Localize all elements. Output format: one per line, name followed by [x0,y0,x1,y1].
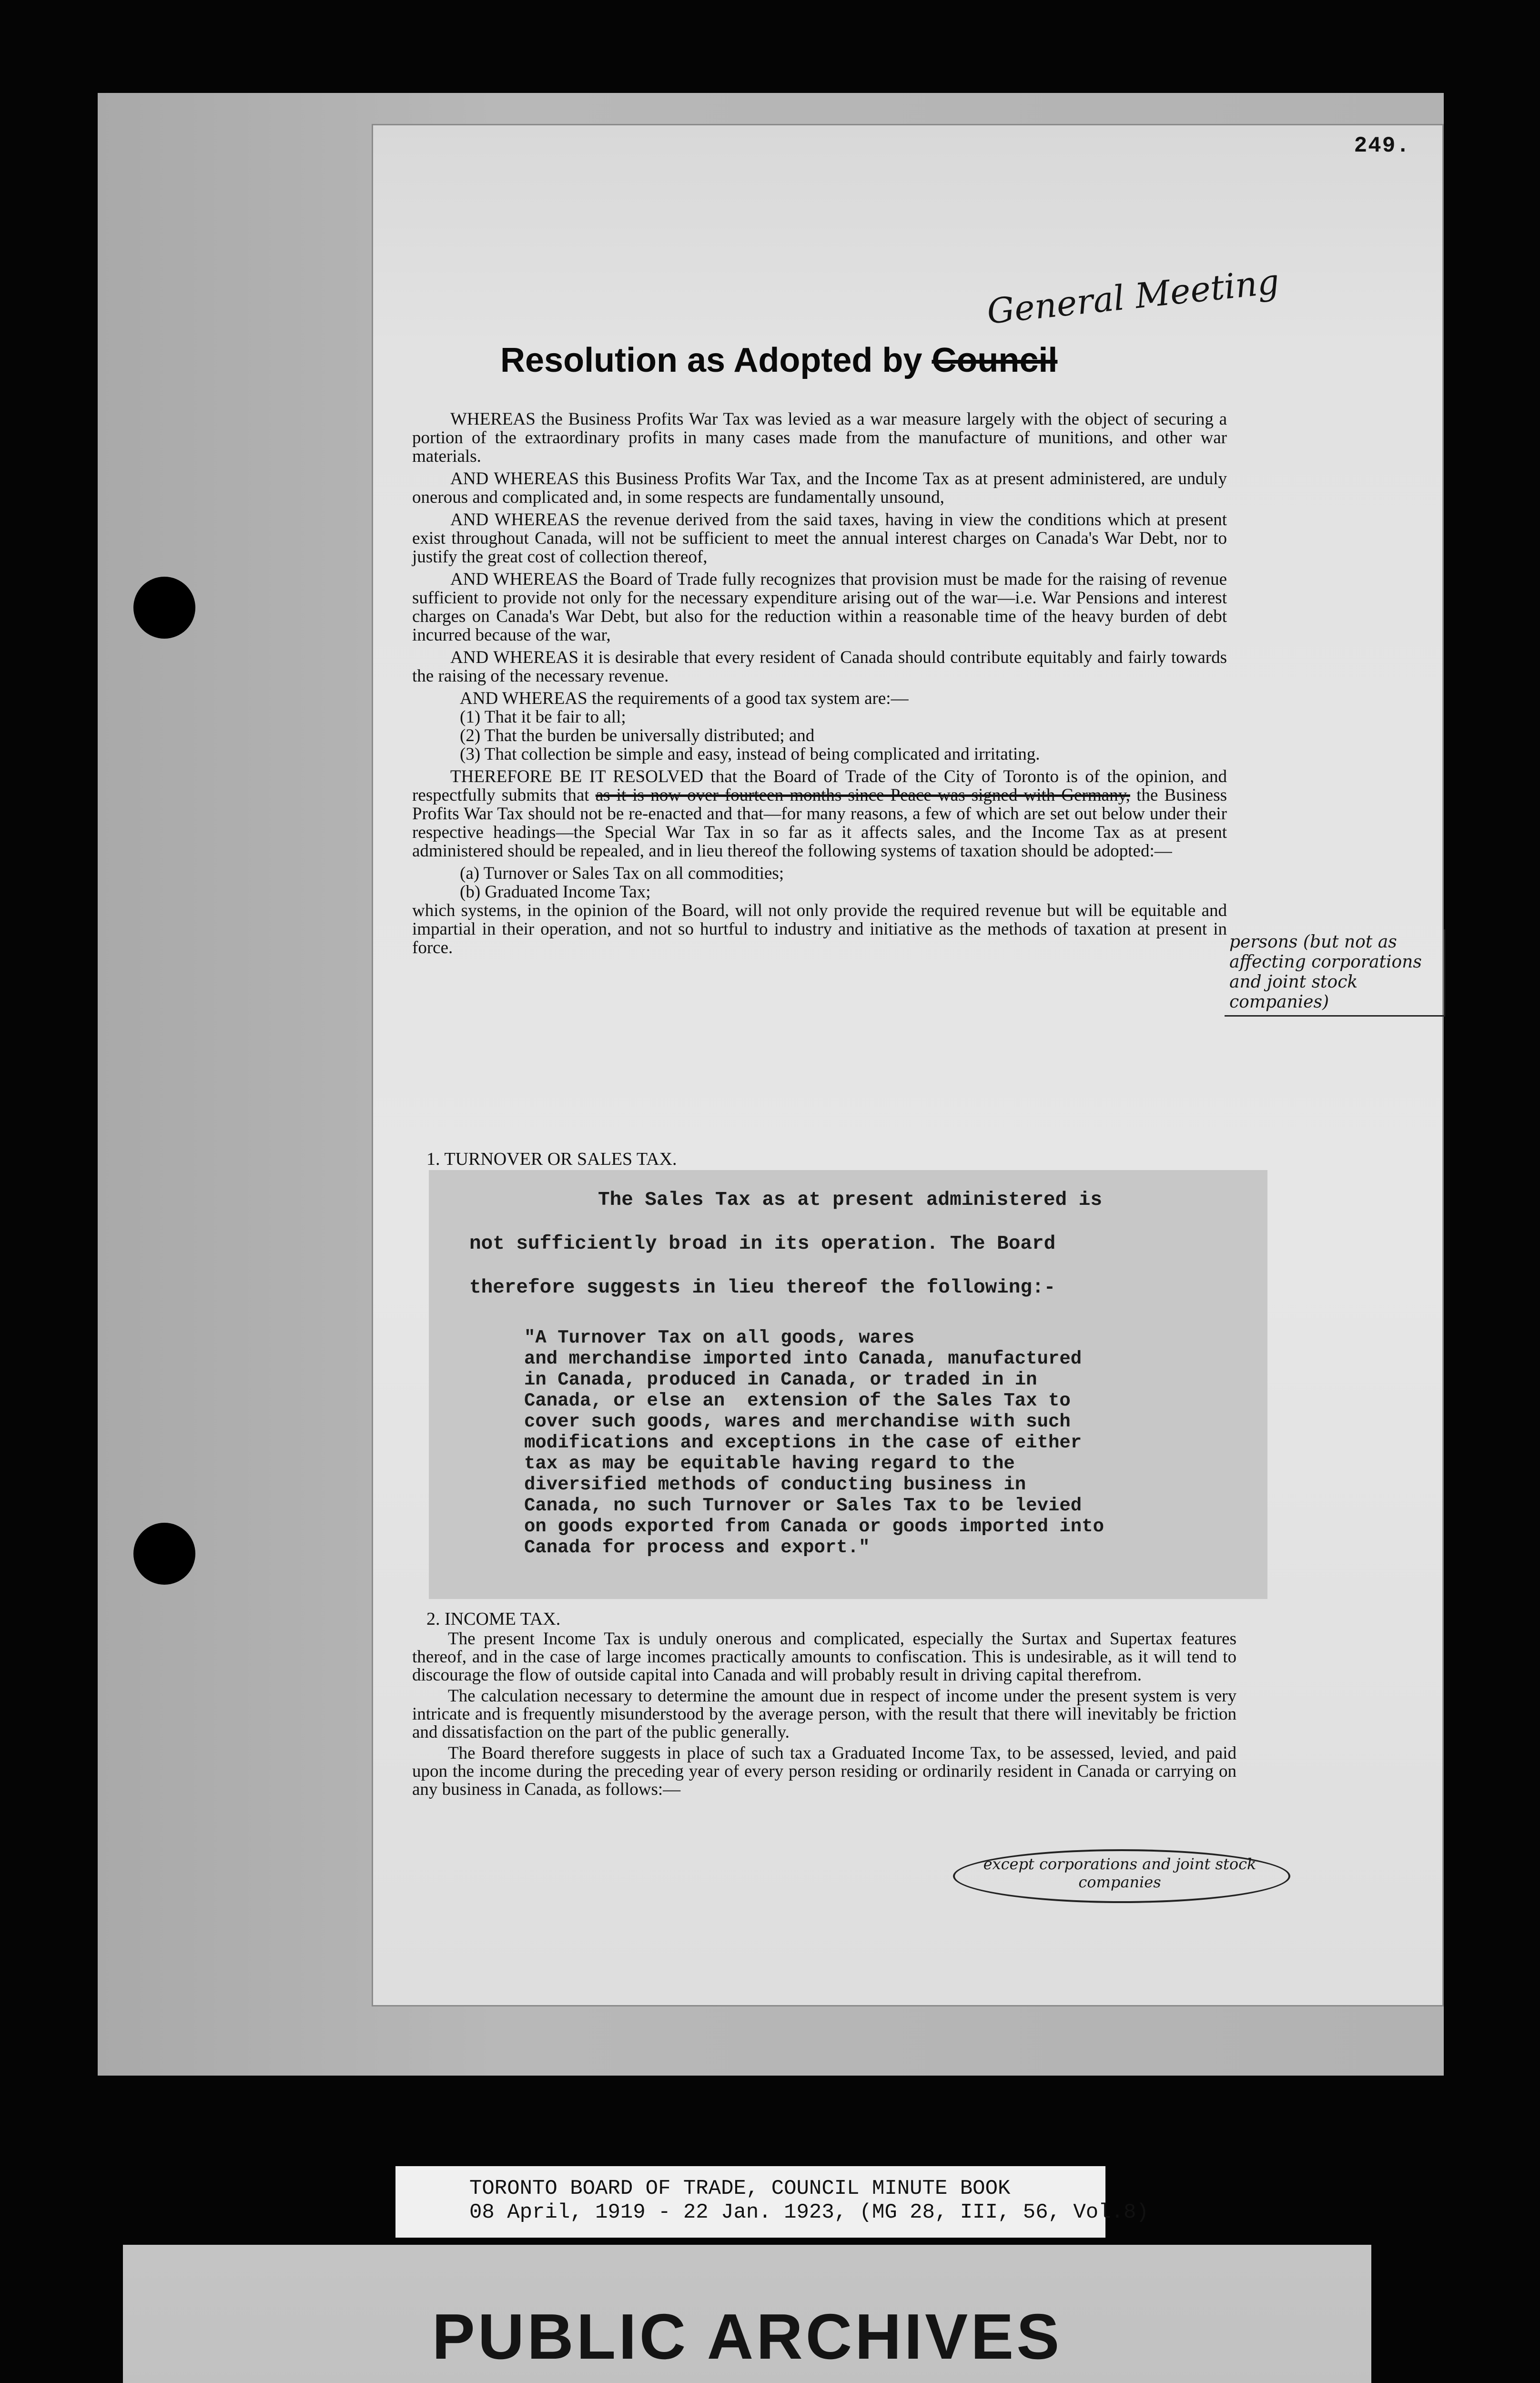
archives-stamp [123,2245,1371,2383]
income-paragraph-1: The present Income Tax is unduly onerous and complicated, especially the Surtax and Supertax features thereof, and in the case of large incomes practically amounts to confiscation. This is undesirable, as it will tend to discourage the flow of outside capital into Canada and will probably result in driving capital therefrom. [412,1629,1236,1685]
resolution-text-b: the Business Profits War Tax should not be re-enacted and that—for many reasons, a few of which are set out below under their respective headings—the Special War Tax in so far as it affects sales, and the Income Tax as at present administered should be repealed, and in lieu thereof the following systems of taxation should be adopted:— [412,785,1227,861]
stamp-line-1: PUBLIC ARCHIVES [432,2301,1063,2373]
resolution-paragraph [412,767,1227,860]
option-b: (b) Graduated Income Tax; [460,882,651,902]
income-paragraph-2: The calculation necessary to determine the amount due in respect of income under the present system is very intricate and is frequently misunderstood by the average person, with the result that there will inevitably be friction and dissatisfaction on the part of the public generally. [412,1686,1236,1742]
typed-insert [429,1170,1267,1599]
resolution-body [412,410,1227,961]
archive-caption [395,2166,1149,2238]
requirements-list [460,689,1227,764]
typed-line-2: not sufficiently broad in its operation. The Board [469,1233,1056,1255]
section-2-heading: 2. INCOME TAX. [426,1609,561,1629]
income-paragraph-3: The Board therefore suggests in place of such tax a Graduated Income Tax, to be assessed, levied, and paid upon the income during the preceding year of every person residing or ordinarily resident in Canada or carrying on any business in Canada, as follows:— [412,1743,1236,1799]
binder-hole-top [133,577,195,639]
paragraph-4: AND WHEREAS the Board of Trade fully recognizes that provision must be made for the raising of revenue sufficient to provide not only for the necessary expenditure arising out of the war—i.e. War Pensions and interest charges on Canada's War Debt, but also for the reduction within a reasonable time of the heavy burden of debt incurred because of the war, [412,570,1227,645]
paragraph-8: which systems, in the opinion of the Board, will not only provide the required revenue but will be equitable and impartial in their operation, and not so hurtful to industry and initiative as the methods of taxation at present in force. [412,901,1227,957]
title-struck-word: Council [932,341,1058,379]
requirement-3: (3) That collection be simple and easy, instead of being complicated and irritating. [460,744,1040,764]
paragraph-2: AND WHEREAS this Business Profits War Tax, and the Income Tax as at present administered, are unduly onerous and complicated and, in some respects are fundamentally unsound, [412,469,1227,507]
page-title [500,341,1057,380]
handwritten-title-annotation: General Meeting [985,261,1281,332]
paragraph-1: WHEREAS the Business Profits War Tax was levied as a war measure largely with the object of securing a portion of the extraordinary profits in many cases made from the manufacture of munitions, and other war materials. [412,409,1227,466]
requirement-1: (1) That it be fair to all; [460,707,626,727]
margin-note-persons: persons (but not as affecting corporations and joint stock companies) [1225,929,1445,1017]
title-main: Resolution as Adopted by [500,341,922,379]
resolution-struck-text: as it is now over fourteen months since Peace was signed with Germany, [595,785,1130,805]
document-page [372,124,1444,2006]
section-1-heading: 1. TURNOVER OR SALES TAX. [426,1149,677,1169]
paragraph-5: AND WHEREAS it is desirable that every resident of Canada should contribute equitably and fairly towards the raising of the necessary revenue. [412,648,1227,686]
margin-note-except: except corporations and joint stock companies [983,1855,1256,1891]
requirements-intro: AND WHEREAS the requirements of a good tax system are:— [460,689,909,708]
paragraph-3: AND WHEREAS the revenue derived from the said taxes, having in view the conditions which at present exist throughout Canada, will not be sufficient to meet the annual interest charges on Canada's War Debt, nor to justify the great cost of collection thereof, [412,510,1227,567]
typed-line-3: therefore suggests in lieu thereof the following:- [469,1277,1056,1299]
binder-hole-bottom [133,1523,195,1585]
caption-line-1: TORONTO BOARD OF TRADE, COUNCIL MINUTE BOOK [469,2177,1011,2200]
option-a: (a) Turnover or Sales Tax on all commodities; [460,864,784,883]
income-tax-body [412,1630,1236,1802]
typed-quotation: "A Turnover Tax on all goods, wares and merchandise imported into Canada, manufactured in Canada, produced in Canada, or traded in in Canada, or else an extension of the Sales Tax to cover such goods, wares and merchandise with such modifications and exceptions in the case of either tax as may be equitable having regard to the diversified methods of conducting business in Canada, no such Turnover or Sales Tax to be levied on goods exported from Canada or goods imported into Canada for process and export." [524,1327,1104,1558]
typed-line-1: The Sales Tax as at present administered is [598,1189,1102,1211]
caption-line-2: 08 April, 1919 - 22 Jan. 1923, (MG 28, III, 56, Vol.8) [469,2200,1149,2224]
requirement-2: (2) That the burden be universally distributed; and [460,726,815,745]
resolution-text-a: THEREFORE BE IT RESOLVED that the Board of Trade of the City of Toronto is of the opinion, and respectfully submits that [412,767,1227,805]
page-number: 249. [1354,133,1410,158]
